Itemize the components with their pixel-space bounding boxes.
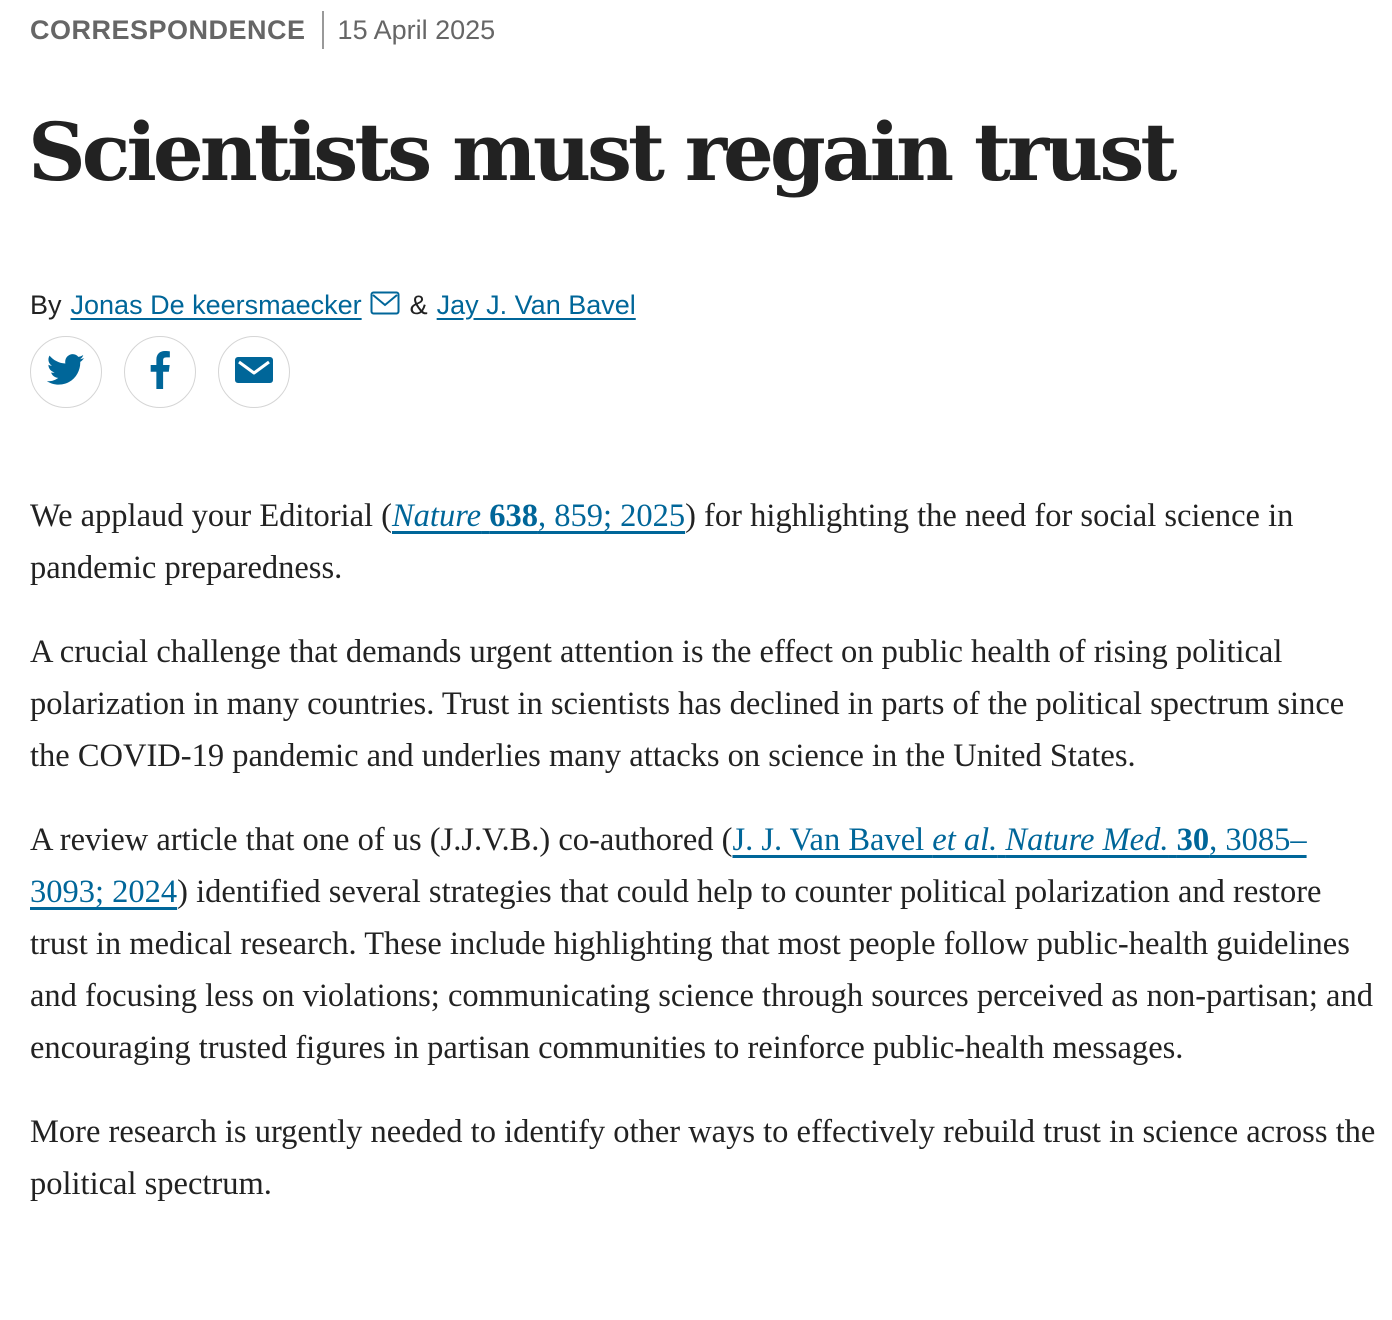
ref-pages-year: , 3085–3093; 2024 — [30, 822, 1307, 910]
p3-text-before: A review article that one of us (J.J.V.B.) co-authored ( — [30, 822, 733, 858]
share-facebook-button[interactable] — [124, 336, 196, 408]
p1-text-after: ) for highlighting the need for social science in pandemic preparedness. — [30, 498, 1294, 586]
publication-date: 15 April 2025 — [337, 14, 496, 45]
ref-et-al: et al. — [932, 822, 998, 858]
reference-link-nature-editorial[interactable] — [392, 498, 685, 534]
ref-volume: 638 — [489, 498, 538, 534]
share-email-button[interactable] — [218, 336, 290, 408]
article-body — [30, 490, 1380, 1242]
share-twitter-button[interactable] — [30, 336, 102, 408]
ref-pages-year: , 859; 2025 — [537, 498, 686, 534]
byline — [30, 285, 636, 325]
paragraph-1 — [30, 490, 1380, 594]
ref-journal: Nature Med. — [1005, 822, 1169, 858]
twitter-icon — [47, 354, 85, 391]
meta-divider — [322, 11, 324, 49]
byline-prefix: By — [30, 289, 62, 320]
article-type-label: CORRESPONDENCE — [30, 14, 306, 45]
paragraph-4: More research is urgently needed to identify other ways to effectively rebuild trust in science across the political spectrum. — [30, 1114, 1376, 1202]
author-link-de-keersmaecker[interactable]: Jonas De keersmaecker — [70, 289, 362, 320]
ref-volume: 30 — [1176, 822, 1210, 858]
ref-journal: Nature — [392, 498, 482, 534]
paragraph-3 — [30, 814, 1380, 1074]
ref-space-2 — [1168, 822, 1176, 858]
p1-text-before: We applaud your Editorial ( — [30, 498, 392, 534]
byline-conjunction: & — [409, 289, 428, 320]
corresponding-author-mail-icon[interactable] — [370, 291, 400, 315]
p3-text-after: ) identified several strategies that could help to counter political polarization and restore trust in medical research. These include highlighting that most people follow public-health guidelines and focusing less on violations; communicating science through sources perceived as non-partisan; and encouraging trusted figures in partisan communities to reinforce public-health messages. — [30, 874, 1373, 1066]
paragraph-2: A crucial challenge that demands urgent attention is the effect on public health of rising political polarization in many countries. Trust in scientists has declined in parts of the political spectrum since the COVID-19 pandemic and underlies many attacks on science in the United States. — [30, 634, 1345, 774]
facebook-icon — [149, 351, 171, 394]
ref-authors: J. J. Van Bavel — [732, 822, 933, 858]
article-meta — [30, 10, 495, 50]
email-icon — [235, 357, 273, 388]
share-buttons — [30, 336, 290, 408]
author-link-van-bavel[interactable]: Jay J. Van Bavel — [436, 289, 636, 320]
article-title: Scientists must regain trust — [28, 105, 1174, 199]
